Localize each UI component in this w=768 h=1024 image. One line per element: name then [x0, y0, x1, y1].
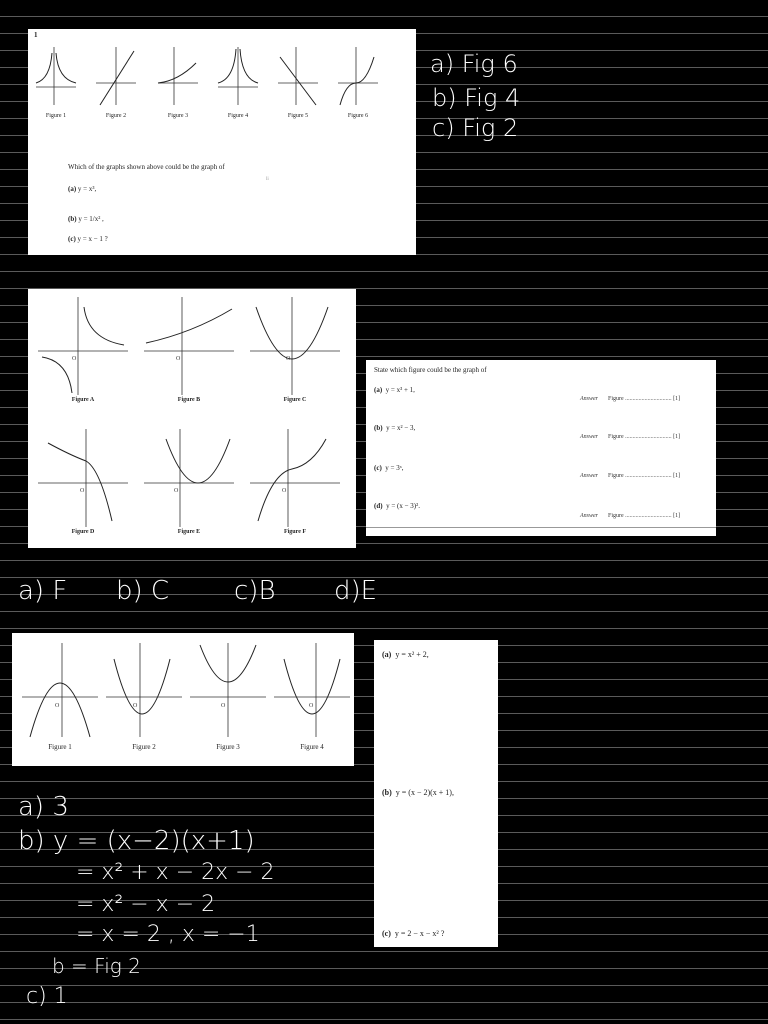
- part-d: [374, 502, 420, 510]
- question-1-card: [28, 29, 416, 255]
- part-b: [382, 788, 454, 797]
- q3-figure-1: [20, 639, 100, 761]
- figure-caption: Figure A: [71, 397, 95, 403]
- question-2-text-card: [366, 360, 716, 536]
- handwritten-answer-2b: b) C: [116, 576, 170, 606]
- part-a-equation: y = x² + 2,: [395, 650, 429, 659]
- figure-word: Figure: [608, 473, 624, 479]
- answer-row-a: [580, 396, 680, 402]
- origin-label: O: [55, 703, 60, 709]
- origin-label: O: [174, 488, 179, 494]
- figure-caption: Figure 5: [287, 113, 309, 119]
- origin-label: O: [72, 356, 77, 362]
- question-2-figures-card: [28, 289, 356, 548]
- origin-label: O: [221, 703, 226, 709]
- part-c: [374, 464, 404, 472]
- answer-row-b: [580, 434, 680, 440]
- part-b: [68, 215, 104, 223]
- part-a-label: (a): [68, 185, 77, 193]
- q1-figure-4: [216, 43, 260, 127]
- part-a-equation: y = x³ + 1,: [385, 386, 415, 394]
- part-a: [382, 650, 429, 659]
- stray-mark: li: [266, 177, 269, 182]
- handwritten-line-6: b = Fig 2: [52, 954, 141, 978]
- figure-word: Figure: [608, 434, 624, 440]
- q1-figure-2: [94, 43, 138, 127]
- q1-figure-5: [276, 43, 320, 127]
- figure-caption: Figure 3: [167, 113, 189, 119]
- part-a-label: (a): [374, 386, 383, 394]
- figure-caption: Figure 3: [216, 743, 240, 751]
- part-a: [374, 386, 415, 394]
- mark: [1]: [673, 473, 681, 479]
- answer-row-c: [580, 473, 680, 479]
- part-b-equation: y = 1/x² ,: [78, 215, 104, 223]
- answer-blank-b[interactable]: ...............................: [625, 434, 672, 440]
- part-b-equation: y = (x − 2)(x + 1),: [395, 788, 454, 797]
- part-c-label: (c): [374, 464, 382, 472]
- question-prompt: Which of the graphs shown above could be the graph of: [68, 163, 225, 171]
- figure-caption: Figure 6: [347, 113, 369, 119]
- handwritten-line-7: c) 1: [26, 984, 68, 1009]
- origin-label: O: [309, 703, 314, 709]
- mark: [1]: [673, 513, 681, 519]
- handwritten-line-3: = x² + x − 2x − 2: [76, 860, 275, 885]
- q3-figure-3: [188, 639, 268, 761]
- q1-figure-1: [34, 43, 78, 127]
- part-c-equation: y = 2 − x − x² ?: [394, 929, 445, 938]
- handwritten-answer-1a: a) Fig 6: [430, 50, 518, 78]
- origin-label: O: [282, 488, 287, 494]
- figure-word: Figure: [608, 396, 624, 402]
- part-b-label: (b): [382, 788, 392, 797]
- handwritten-line-2: b) y = (x−2)(x+1): [18, 826, 255, 856]
- part-b-equation: y = x² − 3,: [386, 424, 416, 432]
- figure-caption: Figure 2: [105, 113, 127, 119]
- origin-label: O: [286, 356, 291, 362]
- figure-caption: Figure 2: [132, 743, 156, 751]
- part-d-equation: y = (x − 3)².: [386, 502, 420, 510]
- figure-caption: Figure D: [71, 529, 95, 535]
- handwritten-line-5: = x = 2 , x = −1: [76, 922, 260, 947]
- answer-blank-c[interactable]: ...............................: [625, 473, 672, 479]
- answer-word: Answer: [580, 396, 598, 402]
- question-3-text-card: [374, 640, 498, 947]
- part-b-label: (b): [374, 424, 383, 432]
- q2-figure-f: [248, 425, 342, 543]
- figure-caption: Figure B: [177, 397, 201, 403]
- q3-figure-4: [272, 639, 352, 761]
- q1-figure-6: [336, 43, 380, 127]
- answer-word: Answer: [580, 513, 598, 519]
- origin-label: O: [80, 488, 85, 494]
- handwritten-answer-2c: c)B: [234, 576, 276, 606]
- part-c: [382, 929, 444, 938]
- figure-caption: Figure 1: [45, 113, 67, 119]
- part-b-label: (b): [68, 215, 77, 223]
- part-c: [68, 235, 108, 243]
- question-prompt: State which figure could be the graph of: [374, 366, 487, 374]
- question-3-figures-card: [12, 633, 354, 766]
- part-c-label: (c): [382, 929, 391, 938]
- mark: [1]: [673, 396, 681, 402]
- handwritten-answer-2a: a) F: [18, 576, 68, 606]
- part-d-label: (d): [374, 502, 383, 510]
- figure-caption: Figure 4: [300, 743, 324, 751]
- answer-blank-d[interactable]: ...............................: [625, 513, 672, 519]
- figure-caption: Figure 1: [48, 743, 72, 751]
- part-a: [68, 185, 96, 193]
- part-a-equation: y = x³,: [77, 185, 97, 193]
- mark: [1]: [673, 434, 681, 440]
- handwritten-answer-1c: c) Fig 2: [432, 114, 519, 142]
- origin-label: O: [133, 703, 138, 709]
- figure-caption: Figure C: [283, 397, 307, 403]
- question-number: 1: [34, 31, 38, 39]
- q2-figure-d: [36, 425, 130, 543]
- answer-row-d: [580, 513, 680, 519]
- figure-caption: Figure E: [177, 529, 201, 535]
- part-c-equation: y = 3ˣ,: [385, 464, 404, 472]
- handwritten-answer-1b: b) Fig 4: [432, 84, 521, 112]
- handwritten-answer-2d: d)E: [334, 576, 378, 606]
- part-c-label: (c): [68, 235, 76, 243]
- figure-word: Figure: [608, 513, 624, 519]
- q2-figure-e: [142, 425, 236, 543]
- part-c-equation: y = x − 1 ?: [77, 235, 108, 243]
- q3-figure-2: [104, 639, 184, 761]
- answer-blank-a[interactable]: ...............................: [625, 396, 672, 402]
- handwritten-line-4: = x² − x − 2: [76, 892, 216, 917]
- q1-figure-3: [156, 43, 200, 127]
- part-b: [374, 424, 415, 432]
- handwritten-line-1: a) 3: [18, 792, 69, 822]
- answer-word: Answer: [580, 473, 598, 479]
- divider: [366, 527, 716, 528]
- q2-figure-c: [248, 293, 342, 411]
- q2-figure-b: [142, 293, 236, 411]
- origin-label: O: [176, 356, 181, 362]
- figure-caption: Figure F: [283, 529, 307, 535]
- figure-caption: Figure 4: [227, 113, 249, 119]
- q2-figure-a: [36, 293, 130, 411]
- answer-word: Answer: [580, 434, 598, 440]
- part-a-label: (a): [382, 650, 392, 659]
